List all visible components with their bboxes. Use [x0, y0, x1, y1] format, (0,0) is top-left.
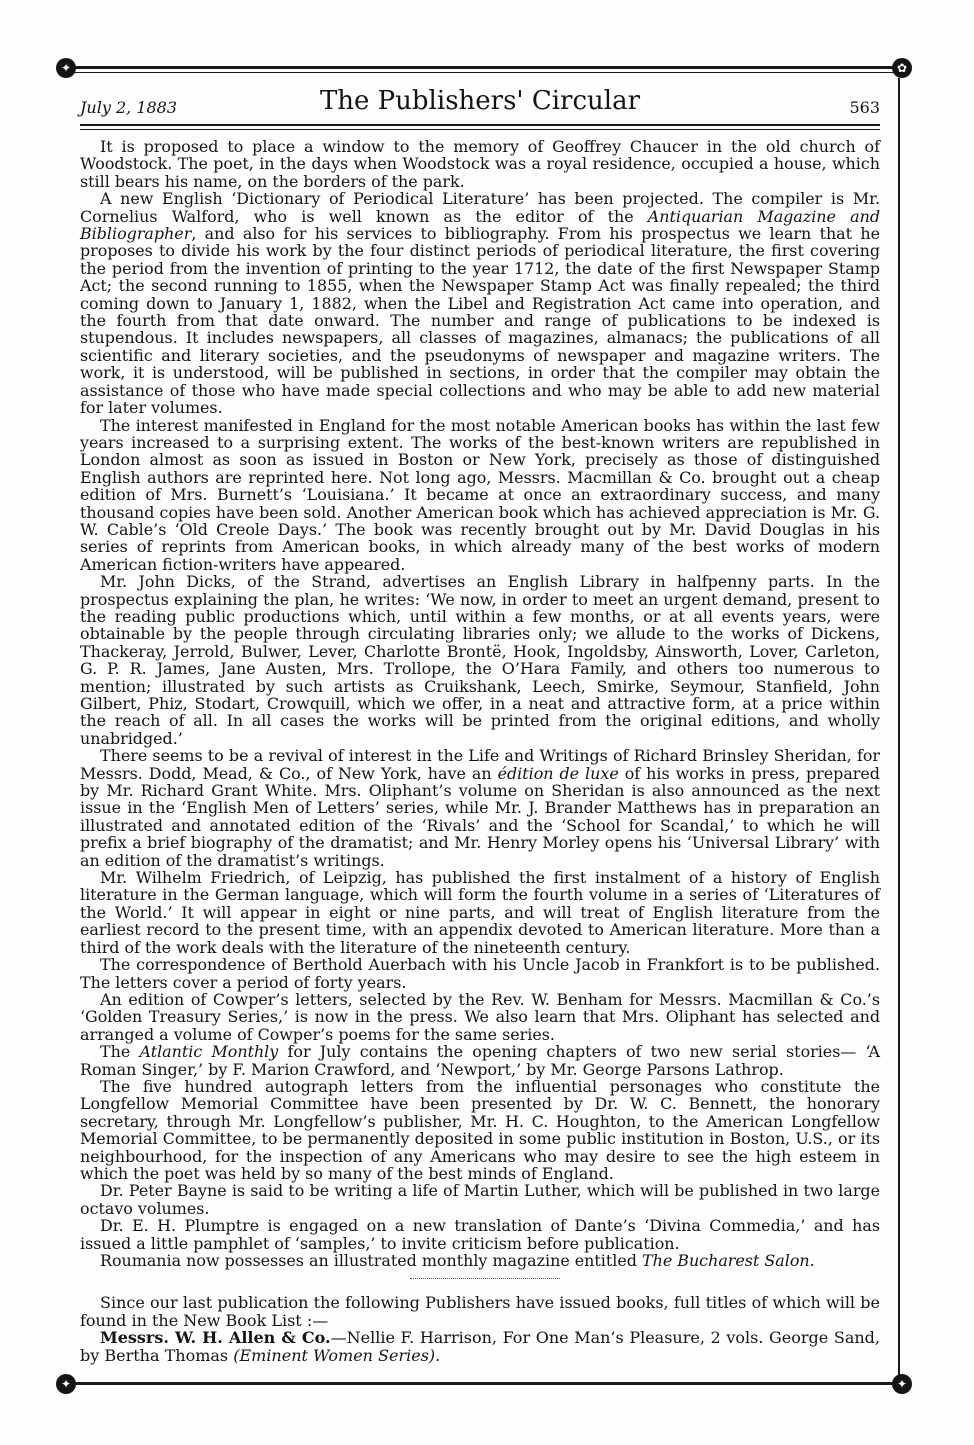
- paragraph-text: Mr. John Dicks, of the Strand, advertises an English Library in halfpenny parts. In the prospectus explaining the plan, he writes: ‘We now, in order to meet an urgent demand, present to the reading public productions which, until within a few months, or at all events years, were obtainable by the people through circulating libraries only; we allude to the works of Dickens, Thackeray, Jerrold, Bulwer, Lever, Charlotte Brontë, Hook, Ingoldsby, Ainsworth, Lover, Carleton, G. P. R. James, Jane Austen, Mrs. Trollope, the O’Hara Family, and others too numerous to mention; illustrated by such artists as Cruikshank, Leech, Smirke, Seymour, Stanfield, John Gilbert, Phiz, Stodart, Crowquill, which we offer, in a neat and attractive form, at a price within the reach of all. In all cases the works will be printed from the original editions, and wholly unabridged.’: [80, 572, 880, 748]
- paragraph-text: It is proposed to place a window to the memory of Geoffrey Chaucer in the old church of Woodstock. The poet, in the days when Woodstock was a royal residence, occupied a house, which still bears his name, on the borders of the park.: [80, 137, 880, 191]
- article-paragraph: [80, 573, 880, 747]
- corner-ornament-left: ✦: [56, 58, 76, 78]
- article-paragraph: [80, 1043, 880, 1078]
- article-paragraph: [80, 1182, 880, 1217]
- notice-entry: [80, 1329, 880, 1364]
- paragraph-text: of his works in press, prepared by Mr. Richard Grant White. Mrs. Oliphant’s volume on Sheridan is also announced as the next issue in the ‘English Men of Letters’ series, while Mr. J. Brander Matthews has in preparation an illustrated and annotated edition of the ‘Rivals’ and the ‘School for Scandal,’ to which he will prefix a brief biography of the dramatist; and Mr. Henry Morley opens his ‘Universal Library’ with an edition of the dramatist’s writings.: [80, 763, 880, 870]
- header-rule-thin: [80, 129, 880, 130]
- header-rule: [80, 124, 880, 126]
- article-paragraph: [80, 190, 880, 416]
- bottom-rule: [64, 1382, 900, 1385]
- right-frame-line: [898, 78, 900, 1388]
- paragraph-text: There seems to be a revival of interest in the Life and Writings of Richard Brinsley Sheridan, for Messrs. Dodd, Mead, & Co., of New York, have an: [80, 746, 880, 783]
- article-paragraph: [80, 1078, 880, 1182]
- top-rule: [64, 66, 900, 69]
- article-body: [80, 138, 880, 1269]
- paragraph-text: The: [100, 1042, 140, 1062]
- corner-ornament-right: ✿: [892, 58, 912, 78]
- article-paragraph: [80, 138, 880, 190]
- article-paragraph: [80, 956, 880, 991]
- corner-ornament-bottom-left: ✦: [56, 1374, 76, 1394]
- paragraph-text: for July contains the opening chapters of two new serial stories— ‘A Roman Singer,’ by F. Marion Crawford, and ‘Newport,’ by Mr. George Parsons Lathrop.: [80, 1042, 880, 1079]
- article-paragraph: [80, 1217, 880, 1252]
- publishers-notice: [80, 1294, 880, 1364]
- series-name: (Eminent Women Series).: [233, 1345, 441, 1365]
- section-separator: [410, 1278, 560, 1279]
- paragraph-text: The interest manifested in England for the most notable American books has within the last few years increased to a surprising extent. The works of the best-known writers are republished in London almost as soon as issued in Boston or New York, precisely as those of distinguished English authors are reprinted here. Not long ago, Messrs. Macmillan & Co. brought out a cheap edition of Mrs. Burnett’s ‘Louisiana.’ It became at once an extraordinary success, and many thousand copies have been sold. Another American book which has achieved appreciation is Mr. G. W. Cable’s ‘Old Creole Days.’ The book was recently brought out by Mr. David Douglas in his series of reprints from American books, in which already many of the best works of modern American fiction-writers have appeared.: [80, 415, 880, 574]
- article-paragraph: [80, 869, 880, 956]
- page-number: 563: [849, 98, 880, 117]
- italic-title: The Bucharest Salon.: [641, 1251, 815, 1270]
- article-paragraph: [80, 747, 880, 869]
- article-paragraph: [80, 1252, 880, 1269]
- paragraph-text: Dr. Peter Bayne is said to be writing a life of Martin Luther, which will be published in two large octavo volumes.: [80, 1181, 880, 1218]
- paragraph-text: Dr. E. H. Plumptre is engaged on a new translation of Dante’s ‘Divina Commedia,’ and has issued a little pamphlet of ‘samples,’ to invite criticism before publication.: [80, 1216, 880, 1253]
- paragraph-text: A new English ‘Dictionary of Periodical Literature’ has been projected. The compiler is Mr. Cornelius Walford, who is well known as the editor of the: [80, 189, 880, 226]
- paragraph-text: Mr. Wilhelm Friedrich, of Leipzig, has published the first instalment of a history of English literature in the German language, which will form the fourth volume in a series of ‘Literatures of the World.’ It will appear in eight or nine parts, and will treat of English literature from the earliest record to the present time, with an appendix devoted to American literature. More than a third of the work deals with the literature of the nineteenth century.: [80, 868, 880, 957]
- notice-intro: Since our last publication the following Publishers have issued books, full titles of which will be found in the New Book List :—: [80, 1293, 880, 1330]
- paragraph-text: The five hundred autograph letters from the influential personages who constitute the Longfellow Memorial Committee have been presented by Dr. W. C. Bennett, the honorary secretary, through Mr. Longfellow’s publisher, Mr. H. C. Houghton, to the American Longfellow Memorial Committee, to be permanently deposited in some public institution in Boston, U.S., or its neighbourhood, for the inspection of any Americans who may desire to see the high esteem in which the poet was held by so many of the best minds of England.: [80, 1076, 880, 1183]
- book-list-text: —Nellie F. Harrison, For One Man’s Pleasure, 2 vols. George Sand, by Bertha Thomas: [80, 1328, 881, 1365]
- italic-title: Atlantic Monthly: [139, 1042, 279, 1062]
- publisher-name: Messrs. W. H. Allen & Co.: [100, 1328, 331, 1348]
- paragraph-text: An edition of Cowper’s letters, selected by the Rev. W. Benham for Messrs. Macmillan & Co.’s ‘Golden Treasury Series,’ is now in the press. We also learn that Mrs. Oliphant has selected and arranged a volume of Cowper’s poems for the same series.: [80, 989, 880, 1044]
- italic-title: édition de luxe: [497, 763, 619, 783]
- paragraph-text: Roumania now possesses an illustrated monthly magazine entitled: [100, 1251, 642, 1270]
- page-header: [80, 86, 880, 120]
- paragraph-text: , and also for his services to bibliography. From his prospectus we learn that he proposes to divide his work by the four distinct periods of periodical literature, the first covering the period from the invention of printing to the year 1712, the date of the first Newspaper Stamp Act; the second running to 1855, when the Newspaper Stamp Act was finally repealed; the third coming down to January 1, 1882, when the Libel and Registration Act came into operation, and the fourth from that date onward. The number and range of publications to be indexed is stupendous. It includes newspapers, all classes of magazines, almanacs; the publications of all scientific and literary societies, and the pseudonyms of newspaper and magazine writers. The work, it is understood, will be published in sections, in order that the compiler may obtain the assistance of those who have made special collections and who may be able to add new material for later volumes.: [80, 224, 880, 418]
- publication-title: The Publishers' Circular: [319, 86, 641, 116]
- italic-title: Antiquarian Magazine and Bibliographer: [80, 206, 880, 244]
- paragraph-text: The correspondence of Berthold Auerbach with his Uncle Jacob in Frankfort is to be published. The letters cover a period of forty years.: [80, 955, 880, 992]
- issue-date: July 2, 1883: [80, 98, 178, 117]
- corner-ornament-bottom-right: ✦: [892, 1374, 912, 1394]
- top-rule-thin: [64, 72, 900, 73]
- article-paragraph: [80, 991, 880, 1043]
- article-paragraph: [80, 417, 880, 574]
